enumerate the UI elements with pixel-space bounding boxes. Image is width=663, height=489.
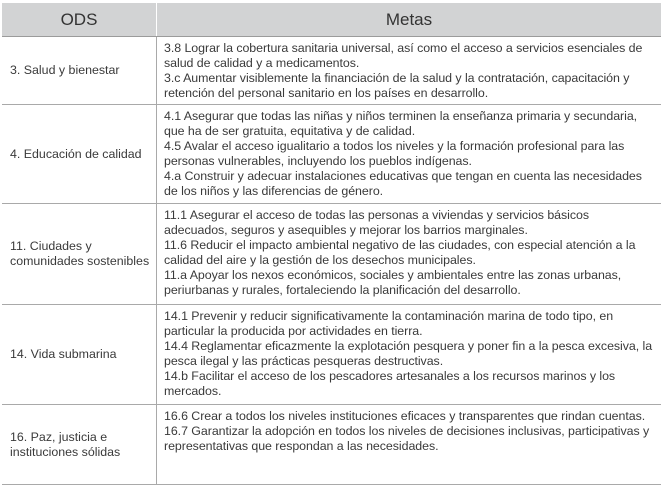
ods-cell: 4. Educación de calidad [10, 146, 142, 161]
table-row [2, 405, 661, 485]
table-row [2, 305, 661, 405]
meta-item: 14.1 Prevenir y reducir significativamente la contaminación marina de todo tipo, en particular la producida por actividades en tierra. [164, 309, 614, 338]
meta-item: 3.c Aumentar visiblemente la financiación de la salud y la contratación, capacitación y retención del personal sanitario en los países en desarrollo. [164, 70, 630, 100]
meta-item: 14.4 Reglamentar eficazmente la explotación pesquera y poner fin a la pesca excesiva, la pesca ilegal y las prácticas pesqueras destructivas. [164, 338, 653, 368]
ods-cell: 11. Ciudades y comunidades sostenibles [10, 239, 150, 268]
meta-item: 16.6 Crear a todos los niveles instituciones eficaces y transparentes que rindan cuentas. [164, 409, 646, 423]
header-ods: ODS [60, 9, 98, 29]
metas-cell [157, 405, 661, 484]
ods-table [2, 3, 661, 485]
table-row [2, 37, 661, 105]
table-row [2, 105, 661, 204]
meta-item: 4.1 Asegurar que todas las niñas y niños terminen la enseñanza primaria y secundaria, que ha de ser gratuita, equitativa y de calidad. [164, 109, 638, 138]
table-row [2, 204, 661, 305]
ods-cell: 14. Vida submarina [10, 347, 117, 361]
header-metas: Metas [385, 9, 433, 29]
ods-cell: 3. Salud y bienestar [10, 63, 120, 77]
metas-cell [157, 105, 661, 203]
meta-item: 4.5 Avalar el acceso igualitario a todos los niveles y la formación profesional para las personas vulnerables, incluyendo los pueblos indígenas. [164, 138, 625, 168]
meta-item: 16.7 Garantizar la adopción en todos los niveles de decisiones inclusivas, participativas y representativas que respondan a las necesidades. [164, 423, 650, 453]
metas-cell [157, 204, 661, 304]
meta-item: 11.a Apoyar los nexos económicos, sociales y ambientales entre las zonas urbanas, periurbanas y rurales, fortaleciendo la planificación del desarrollo. [164, 267, 622, 297]
meta-item: 11.1 Asegurar el acceso de todas las personas a viviendas y servicios básicos adecuados, seguros y asequibles y mejorar los barrios marginales. [164, 208, 590, 237]
meta-item: 14.b Facilitar el acceso de los pescadores artesanales a los recursos marinos y los mercados. [164, 368, 616, 398]
meta-item: 4.a Construir y adecuar instalaciones educativas que tengan en cuenta las necesidades de los niños y las diferencias de género. [164, 168, 642, 198]
meta-item: 3.8 Lograr la cobertura sanitaria universal, así como el acceso a servicios esenciales de salud de calidad y a medicamentos. [164, 41, 643, 70]
meta-item: 11.6 Reducir el impacto ambiental negativo de las ciudades, con especial atención a la calidad del aire y la gestión de los desechos municipales. [164, 237, 636, 267]
ods-cell: 16. Paz, justicia e instituciones sólidas [10, 429, 121, 459]
metas-cell [157, 37, 661, 104]
table-header [2, 3, 661, 37]
metas-cell [157, 305, 661, 404]
